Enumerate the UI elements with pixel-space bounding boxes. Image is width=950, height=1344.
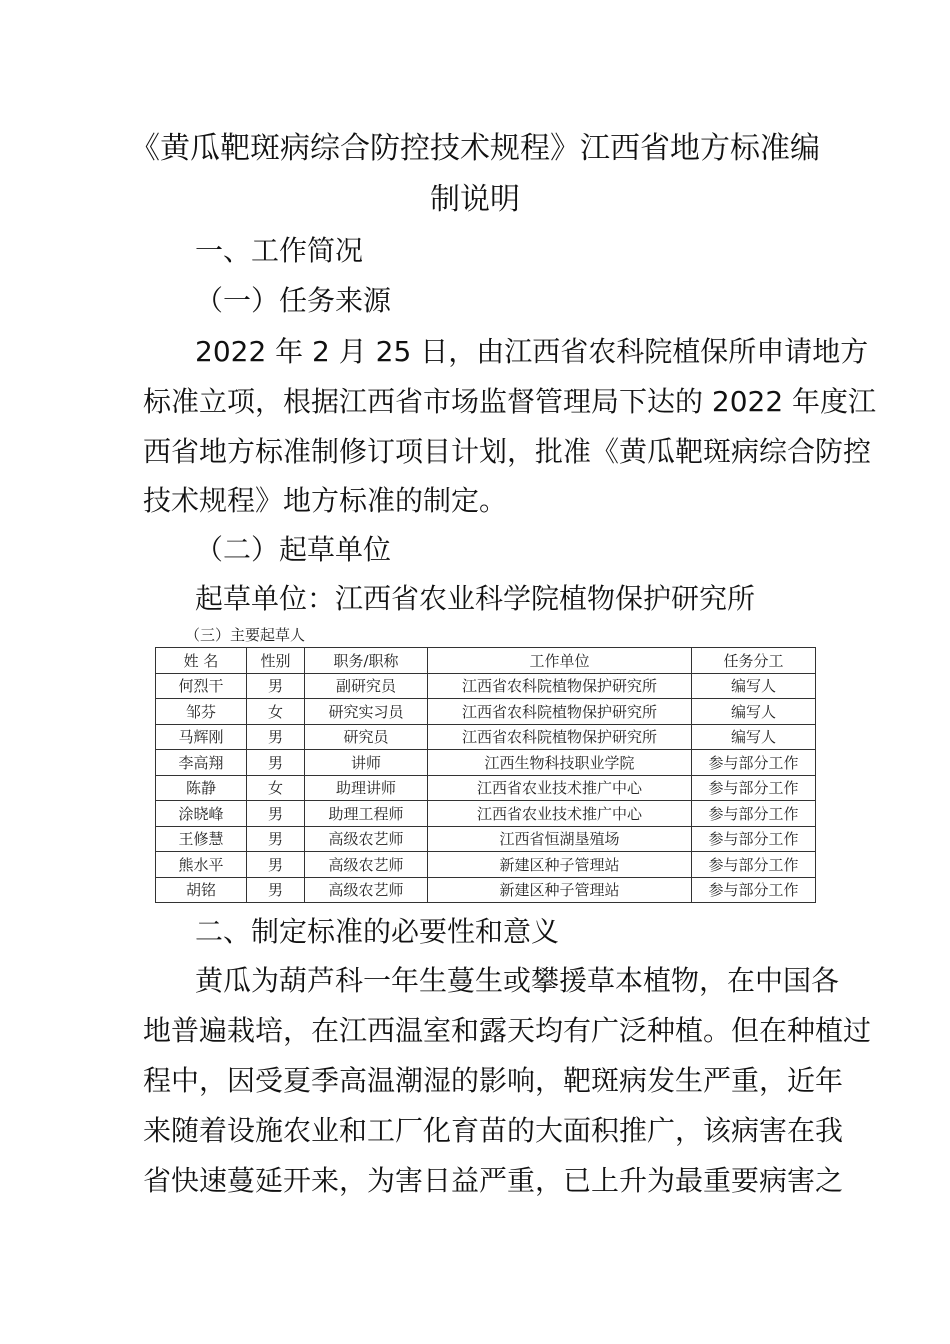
table-cell: 男 [247, 673, 305, 699]
table-cell: 参与部分工作 [692, 852, 816, 878]
table-cell: 江西省农科院植物保护研究所 [428, 673, 692, 699]
table-cell: 江西省恒湖垦殖场 [428, 826, 692, 852]
table-cell: 新建区种子管理站 [428, 877, 692, 903]
table-header-row [156, 648, 816, 674]
column-header: 工作单位 [428, 648, 692, 674]
table-cell: 高级农艺师 [305, 852, 428, 878]
table-cell: 讲师 [305, 750, 428, 776]
table-cell: 研究员 [305, 724, 428, 750]
column-header: 姓 名 [156, 648, 247, 674]
paragraph-line: 西省地方标准制修订项目计划，批准《黄瓜靶斑病综合防控 [143, 435, 872, 468]
paragraph-line: 来随着设施农业和工厂化育苗的大面积推广，该病害在我 [143, 1114, 844, 1147]
table-cell: 编写人 [692, 673, 816, 699]
table-cell: 参与部分工作 [692, 801, 816, 827]
table-cell: 邹芬 [156, 699, 247, 725]
table-row [156, 750, 816, 776]
paragraph-line: 程中，因受夏季高温潮湿的影响，靶斑病发生严重，近年 [143, 1064, 844, 1097]
table-cell: 男 [247, 724, 305, 750]
table-cell: 参与部分工作 [692, 826, 816, 852]
table-cell: 男 [247, 750, 305, 776]
column-header: 职务/职称 [305, 648, 428, 674]
table-cell: 新建区种子管理站 [428, 852, 692, 878]
table-cell: 江西省农科院植物保护研究所 [428, 724, 692, 750]
column-header: 任务分工 [692, 648, 816, 674]
column-header: 性别 [247, 648, 305, 674]
table-cell: 参与部分工作 [692, 877, 816, 903]
table-cell: 编写人 [692, 699, 816, 725]
table-cell: 编写人 [692, 724, 816, 750]
section-1-2-heading: （二）起草单位 [195, 533, 392, 566]
table-row [156, 673, 816, 699]
table-cell: 男 [247, 826, 305, 852]
table-cell: 女 [247, 699, 305, 725]
table-row [156, 775, 816, 801]
table-cell: 江西生物科技职业学院 [428, 750, 692, 776]
document-title-line-1: 《黄瓜靶斑病综合防控技术规程》江西省地方标准编 [130, 131, 820, 166]
table-cell: 助理工程师 [305, 801, 428, 827]
paragraph-line: 黄瓜为葫芦科一年生蔓生或攀援草本植物，在中国各 [195, 964, 840, 997]
table-row [156, 852, 816, 878]
table-row [156, 877, 816, 903]
drafting-unit-text: 起草单位：江西省农业科学院植物保护研究所 [195, 582, 756, 615]
table-cell: 男 [247, 877, 305, 903]
section-1-3-heading: （三）主要起草人 [185, 626, 306, 644]
table-cell: 涂晓峰 [156, 801, 247, 827]
table-cell: 参与部分工作 [692, 750, 816, 776]
table-row [156, 826, 816, 852]
paragraph-line: 技术规程》地方标准的制定。 [143, 484, 508, 517]
paragraph-line: 地普遍栽培，在江西温室和露天均有广泛种植。但在种植过 [143, 1014, 872, 1047]
table-row [156, 724, 816, 750]
drafters-table [155, 647, 816, 903]
table-cell: 高级农艺师 [305, 877, 428, 903]
document-title-line-2: 制说明 [430, 182, 520, 217]
table-cell: 何烈干 [156, 673, 247, 699]
paragraph-line: 标准立项，根据江西省市场监督管理局下达的 2022 年度江 [143, 385, 877, 418]
table-cell: 马辉刚 [156, 724, 247, 750]
table-cell: 高级农艺师 [305, 826, 428, 852]
table-cell: 陈静 [156, 775, 247, 801]
table-cell: 女 [247, 775, 305, 801]
table-cell: 研究实习员 [305, 699, 428, 725]
table-cell: 王修慧 [156, 826, 247, 852]
table-cell: 助理讲师 [305, 775, 428, 801]
table-cell: 参与部分工作 [692, 775, 816, 801]
table-row [156, 801, 816, 827]
table-cell: 胡铭 [156, 877, 247, 903]
section-2-heading: 二、制定标准的必要性和意义 [195, 915, 560, 948]
table-cell: 江西省农科院植物保护研究所 [428, 699, 692, 725]
table-cell: 江西省农业技术推广中心 [428, 775, 692, 801]
paragraph-line: 省快速蔓延开来，为害日益严重，已上升为最重要病害之 [143, 1164, 844, 1197]
paragraph-line: 2022 年 2 月 25 日，由江西省农科院植保所申请地方 [195, 335, 869, 368]
section-1-1-heading: （一）任务来源 [195, 284, 392, 317]
table-cell: 男 [247, 801, 305, 827]
table-cell: 熊水平 [156, 852, 247, 878]
table-cell: 江西省农业技术推广中心 [428, 801, 692, 827]
table-cell: 男 [247, 852, 305, 878]
table-cell: 李高翔 [156, 750, 247, 776]
table-cell: 副研究员 [305, 673, 428, 699]
section-1-heading: 一、工作简况 [195, 234, 364, 267]
table-row [156, 699, 816, 725]
